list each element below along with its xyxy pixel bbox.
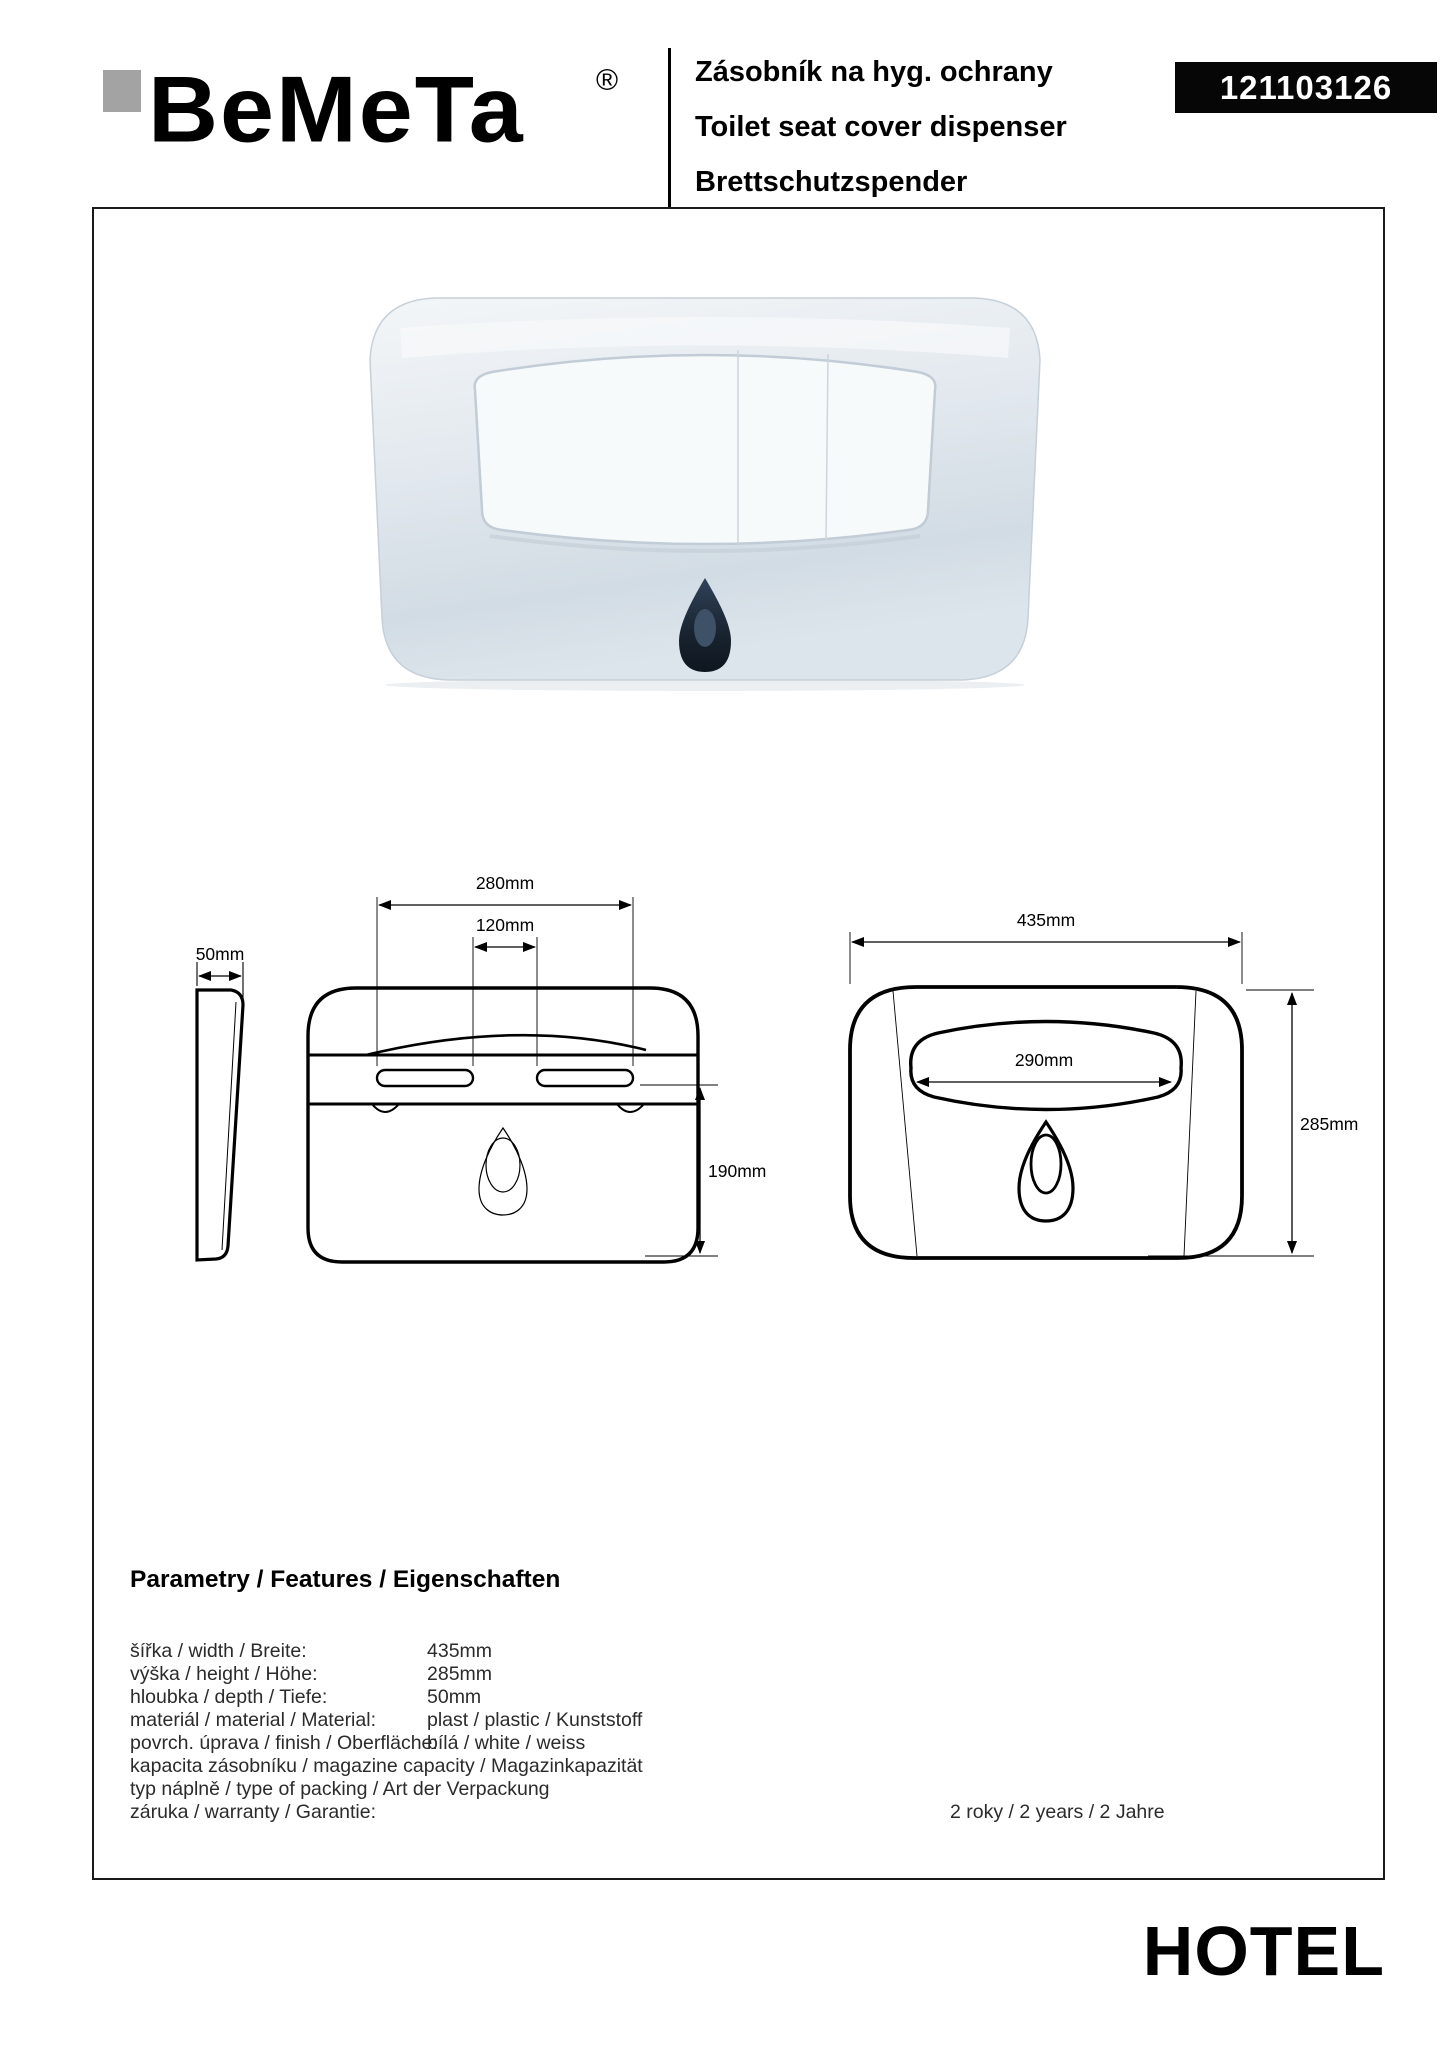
hotel-collection-label: HOTEL xyxy=(1142,1912,1385,1990)
product-titles xyxy=(695,45,1067,210)
dim-label-width: 435mm xyxy=(1016,910,1076,930)
product-title-cs: Zásobník na hyg. ochrany xyxy=(695,56,1053,88)
dim-label-slot-span: 280mm xyxy=(475,873,535,893)
param-label: šířka / width / Breite: xyxy=(130,1640,307,1662)
technical-drawing-front-view xyxy=(850,910,1358,1258)
technical-drawing-side-view xyxy=(196,944,245,1260)
product-code-badge: 121103126 xyxy=(1175,62,1437,113)
product-photo xyxy=(340,288,1070,692)
param-label: výška / height / Höhe: xyxy=(130,1663,318,1685)
warranty-value: 2 roky / 2 years / 2 Jahre xyxy=(950,1801,1165,1823)
registered-trademark-icon: ® xyxy=(596,64,619,97)
dim-label-depth: 50mm xyxy=(195,944,245,964)
photo-shadow xyxy=(385,679,1025,691)
logo-square-icon xyxy=(103,70,141,112)
product-title-de: Brettschutzspender xyxy=(695,166,968,198)
technical-drawings xyxy=(130,855,1370,1295)
param-row xyxy=(130,1732,1250,1755)
param-label: záruka / warranty / Garantie: xyxy=(130,1801,377,1823)
dispenser-window xyxy=(475,355,936,544)
param-row xyxy=(130,1778,1250,1801)
param-row xyxy=(130,1801,1250,1824)
dim-label-lower-height: 190mm xyxy=(708,1161,767,1181)
param-row xyxy=(130,1640,1250,1663)
param-value: plast / plastic / Kunststoff xyxy=(427,1709,643,1731)
dim-label-window-width: 290mm xyxy=(1014,1050,1074,1070)
param-label: hloubka / depth / Tiefe: xyxy=(130,1686,328,1708)
dim-label-height: 285mm xyxy=(1300,1114,1359,1134)
dim-label-slot-gap: 120mm xyxy=(475,915,535,935)
header-divider xyxy=(668,48,671,213)
param-value: 285mm xyxy=(427,1663,493,1685)
param-row xyxy=(130,1663,1250,1686)
param-label: typ náplně / type of packing / Art der Verpackung xyxy=(130,1778,550,1800)
param-value: bílá / white / weiss xyxy=(427,1732,586,1754)
param-row xyxy=(130,1755,1250,1778)
param-value: 50mm xyxy=(427,1686,482,1708)
drop-button-highlight xyxy=(694,609,716,647)
param-label: materiál / material / Material: xyxy=(130,1709,376,1731)
param-label: povrch. úprava / finish / Oberfläche: xyxy=(130,1732,438,1754)
product-title-en: Toilet seat cover dispenser xyxy=(695,111,1067,143)
param-row xyxy=(130,1686,1250,1709)
technical-drawing-back-view xyxy=(308,873,766,1262)
param-label: kapacita zásobníku / magazine capacity / Magazinkapazität xyxy=(130,1755,643,1777)
param-row xyxy=(130,1709,1250,1732)
bemeta-logo: BeMeTa xyxy=(148,56,525,162)
params-table xyxy=(130,1640,1250,1824)
param-value: 435mm xyxy=(427,1640,493,1662)
params-heading: Parametry / Features / Eigenschaften xyxy=(130,1566,561,1593)
